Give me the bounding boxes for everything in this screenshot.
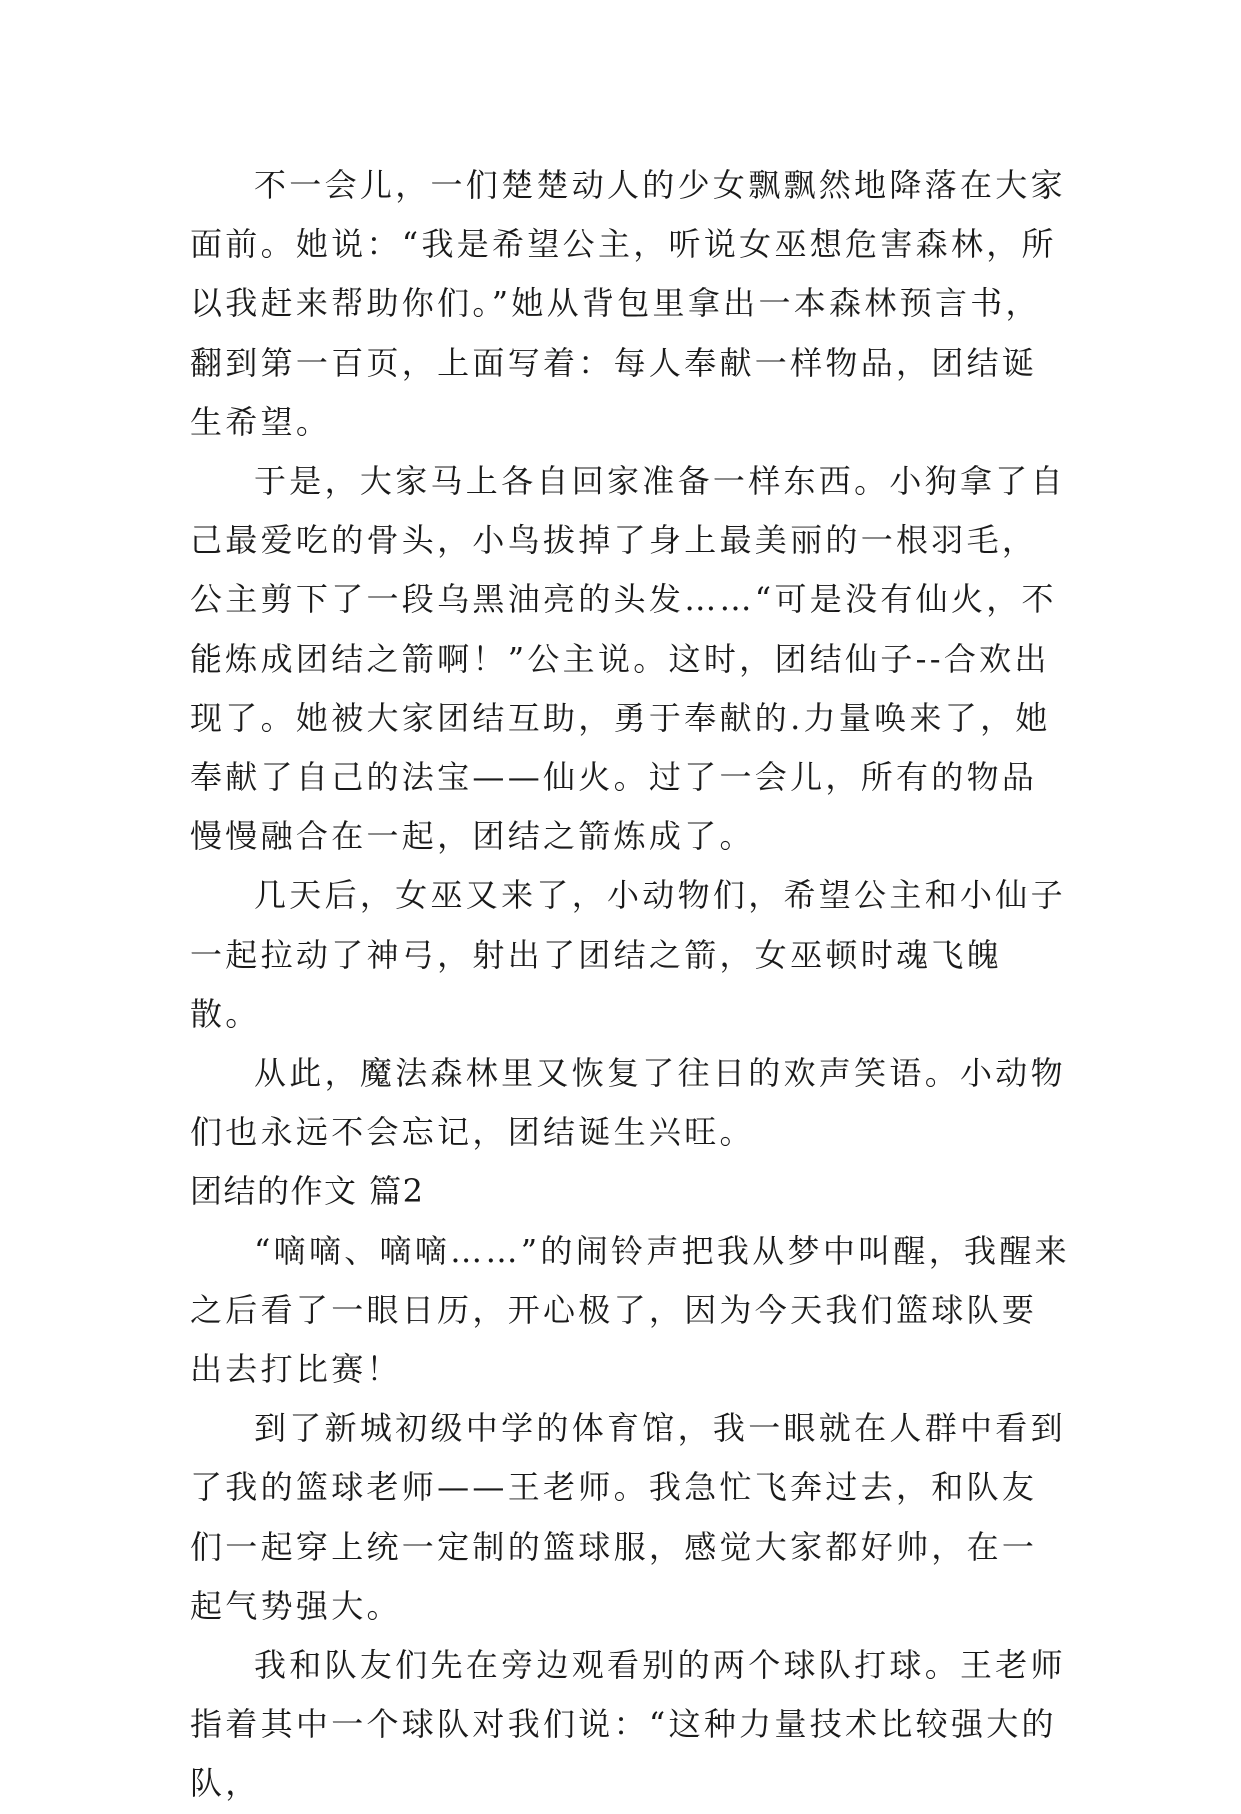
paragraph: “嘀嘀、嘀嘀……”的闹铃声把我从梦中叫醒，我醒来之后看了一眼日历，开心极了，因为今天我们篮球队要出去打比赛！	[190, 1231, 1070, 1389]
paragraph: 几天后，女巫又来了，小动物们，希望公主和小仙子一起拉动了神弓，射出了团结之箭，女巫顿时魂飞魄散。	[190, 876, 1066, 1033]
paragraph: 于是，大家马上各自回家准备一样东西。小狗拿了自己最爱吃的骨头，小鸟拔掉了身上最美丽的一根羽毛，公主剪下了一段乌黑油亮的头发……“可是没有仙火，不能炼成团结之箭啊！”公主说。这时，团结仙子--合欢出现了。她被大家团结互助，勇于奉献的.力量唤来了，她奉献了自己的法宝——仙火。过了一会儿，所有的物品慢慢融合在一起，团结之箭炼成了。	[190, 462, 1066, 856]
section-heading: 团结的作文 篇2	[190, 1172, 425, 1211]
paragraph: 到了新城初级中学的体育馆，我一眼就在人群中看到了我的篮球老师——王老师。我急忙飞奔过去，和队友们一起穿上统一定制的篮球服，感觉大家都好帅，在一起气势强大。	[190, 1409, 1066, 1625]
paragraph: 从此，魔法森林里又恢复了往日的欢声笑语。小动物们也永远不会忘记，团结诞生兴旺。	[190, 1054, 1066, 1152]
paragraph: 我和队友们先在旁边观看别的两个球队打球。王老师指着其中一个球队对我们说：“这种力量技术比较强大的队，	[190, 1646, 1066, 1803]
document-body	[190, 156, 1070, 1814]
paragraph: 不一会儿，一们楚楚动人的少女飘飘然地降落在大家面前。她说：“我是希望公主，听说女巫想危害森林，所以我赶来帮助你们。”她从背包里拿出一本森林预言书，翻到第一百页，上面写着：每人奉献一样物品，团结诞生希望。	[190, 166, 1066, 441]
